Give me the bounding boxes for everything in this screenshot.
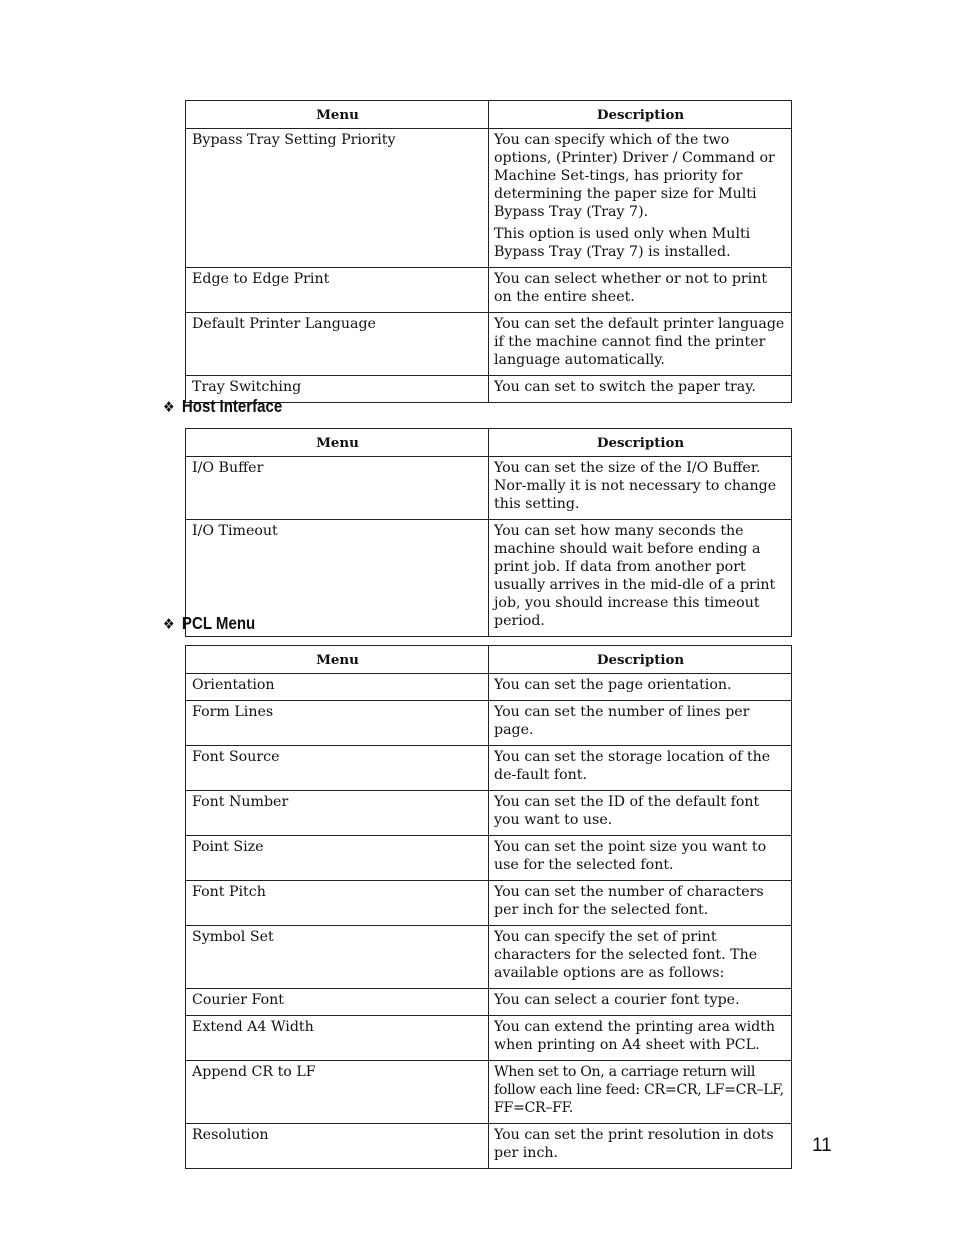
section-title: PCL Menu (181, 613, 256, 633)
menu-item-description (489, 701, 792, 746)
menu-item-name: Form Lines (186, 701, 489, 746)
menu-item-name: Courier Font (186, 989, 489, 1016)
table-row (186, 674, 792, 701)
page-number: 11 (812, 1135, 832, 1156)
table-row (186, 791, 792, 836)
description-paragraph: When set to On, a carriage return will follow each line feed: CR=CR, LF=CR–LF, FF=CR–FF. (494, 1064, 784, 1116)
menu-column-header: Menu (186, 101, 489, 129)
table-row (186, 926, 792, 989)
menu-item-description (489, 268, 792, 313)
description-paragraph: This option is used only when Multi Bypass Tray (Tray 7) is installed. (494, 226, 751, 260)
menu-item-description (489, 313, 792, 376)
menu-column-header: Menu (186, 429, 489, 457)
host-interface-heading (163, 395, 282, 419)
table-row (186, 989, 792, 1016)
description-paragraph: You can set the size of the I/O Buffer. Nor-mally it is not necessary to change this setting. (494, 460, 777, 512)
diamond-bullet-icon: ❖ (163, 399, 175, 416)
menu-item-description (489, 881, 792, 926)
description-paragraph: You can set to switch the paper tray. (494, 379, 756, 395)
menu-item-description (489, 129, 792, 268)
menu-item-name: Edge to Edge Print (186, 268, 489, 313)
menu-item-name: Tray Switching (186, 376, 489, 403)
menu-item-description (489, 926, 792, 989)
menu-item-description (489, 1061, 792, 1124)
table-row (186, 1061, 792, 1124)
menu-item-name: Extend A4 Width (186, 1016, 489, 1061)
description-column-header: Description (489, 429, 792, 457)
menu-item-description (489, 1124, 792, 1169)
description-paragraph: You can select whether or not to print on the entire sheet. (494, 271, 768, 305)
table-row (186, 881, 792, 926)
menu-item-description (489, 989, 792, 1016)
settings-table (185, 100, 792, 403)
table-header-row (186, 429, 792, 457)
description-paragraph: You can set the number of lines per page. (494, 704, 750, 738)
menu-item-name: Font Number (186, 791, 489, 836)
host-interface-table (185, 428, 792, 637)
table-row (186, 520, 792, 637)
menu-item-name: Append CR to LF (186, 1061, 489, 1124)
table-row (186, 701, 792, 746)
menu-item-name: Point Size (186, 836, 489, 881)
table-row (186, 268, 792, 313)
description-paragraph: You can set the print resolution in dots per inch. (494, 1127, 774, 1161)
table-row (186, 313, 792, 376)
description-column-header: Description (489, 646, 792, 674)
description-paragraph: You can specify which of the two options, (Printer) Driver / Command or Machine Set-tings, has priority for determining the paper size for Multi Bypass Tray (Tray 7). (494, 132, 775, 220)
menu-item-name: I/O Buffer (186, 457, 489, 520)
menu-item-name: I/O Timeout (186, 520, 489, 637)
pcl-menu-table (185, 645, 792, 1169)
table-row (186, 1016, 792, 1061)
section-title: Host Interface (181, 396, 283, 416)
menu-item-name: Orientation (186, 674, 489, 701)
description-paragraph: You can set the storage location of the de-fault font. (494, 749, 771, 783)
description-paragraph: You can select a courier font type. (494, 992, 740, 1008)
menu-item-description (489, 836, 792, 881)
table-row (186, 129, 792, 268)
description-paragraph: You can set the default printer language if the machine cannot find the printer language automatically. (494, 316, 785, 368)
table-row (186, 1124, 792, 1169)
description-paragraph: You can extend the printing area width when printing on A4 sheet with PCL. (494, 1019, 776, 1053)
menu-item-description (489, 520, 792, 637)
description-paragraph: You can set the point size you want to use for the selected font. (494, 839, 767, 873)
menu-item-name: Default Printer Language (186, 313, 489, 376)
menu-item-description (489, 791, 792, 836)
menu-item-description (489, 746, 792, 791)
menu-item-name: Resolution (186, 1124, 489, 1169)
menu-item-name: Bypass Tray Setting Priority (186, 129, 489, 268)
menu-item-description (489, 1016, 792, 1061)
table-row (186, 746, 792, 791)
description-paragraph: You can set how many seconds the machine should wait before ending a print job. If data from another port usually arrives in the mid-dle of a print job, you should increase this timeout period. (494, 523, 776, 629)
menu-item-name: Font Source (186, 746, 489, 791)
description-column-header: Description (489, 101, 792, 129)
menu-item-name: Font Pitch (186, 881, 489, 926)
description-paragraph: You can set the number of characters per inch for the selected font. (494, 884, 764, 918)
menu-item-description (489, 376, 792, 403)
description-paragraph: You can set the ID of the default font you want to use. (494, 794, 760, 828)
table-header-row (186, 101, 792, 129)
menu-item-description (489, 457, 792, 520)
diamond-bullet-icon: ❖ (163, 616, 175, 633)
table-row (186, 457, 792, 520)
menu-column-header: Menu (186, 646, 489, 674)
menu-item-name: Symbol Set (186, 926, 489, 989)
table-row (186, 836, 792, 881)
table-header-row (186, 646, 792, 674)
description-paragraph: You can set the page orientation. (494, 677, 732, 693)
pcl-menu-heading (163, 612, 255, 636)
description-paragraph: You can specify the set of print characters for the selected font. The available options are as follows: (494, 929, 758, 981)
menu-item-description (489, 674, 792, 701)
